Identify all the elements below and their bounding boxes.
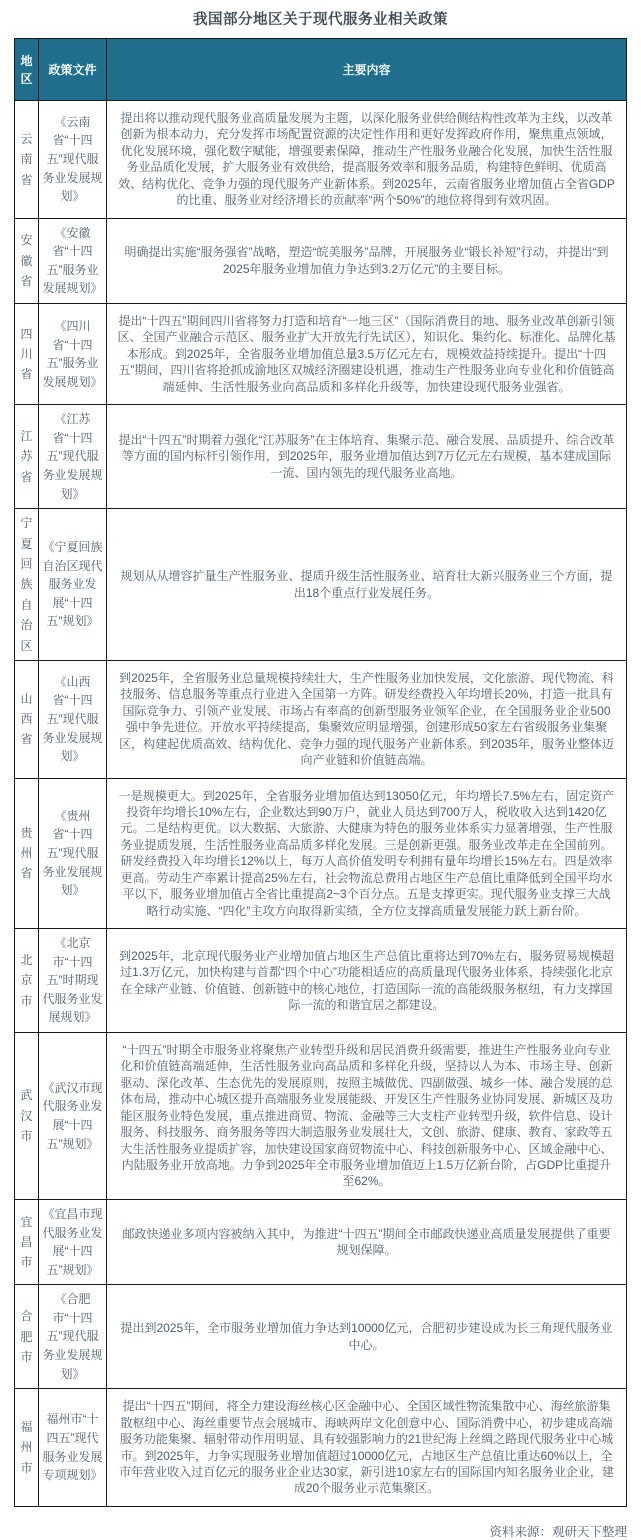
table-row (15, 218, 627, 303)
region-cell: 江苏省 (15, 405, 39, 509)
region-cell: 宜昌市 (15, 1199, 39, 1284)
policy-cell: 《合肥市“十四五”现代服务业发展规划》 (39, 1285, 107, 1389)
region-cell: 武汉市 (15, 1032, 39, 1199)
table-header (15, 39, 627, 101)
policy-cell: 福州市“十四五”现代服务业发展专项规划》 (39, 1389, 107, 1507)
header-row (15, 39, 627, 101)
policy-cell: 《四川省“十四五”服务业发展规划》 (39, 304, 107, 405)
policy-cell: 《云南省“十四五”现代服务业发展规划》 (39, 101, 107, 219)
content-cell: 一是规模更大。到2025年，全省服务业增加值达到13050亿元，年均增长7.5%左右，固定资产投资年均增长10%左右，企业数达到90万户，就业人员达到700万人，税收收入达到1420亿元。二是结构更优。以大数据、大旅游、大健康为特色的服务业体系实力显著增强，生产性服务业提质发展，生活性服务业高品质多样化发展。三是创新更强。服务业改革走在全国前列。研发经费投入年均增长12%以上，每万人高价值发明专利拥有量年均增长15%左右。四是效率更高。劳动生产率累计提高25%左右，社会物流总费用占地区生产总值比重降低到全国平均水平以下，服务业增加值占全省比重提高2~3个百分点。五是支撑更实。现代服务业支撑三大战略行动实施、“四化”主攻方向取得新实绩，全方位支撑高质量发展能力跃上新台阶。 (107, 778, 627, 929)
region-cell: 云南省 (15, 101, 39, 219)
content-cell: 提出“十四五”时期着力强化“江苏服务”在主体培育、集聚示范、融合发展、品质提升、综合改革等方面的国内标杆引领作用，到2025年，服务业增加值达到7万亿元左右规模，基本建成国际一流、国内领先的现代服务业高地。 (107, 405, 627, 509)
policy-cell: 《贵州省“十四五”现代服务业发展规划》 (39, 778, 107, 929)
content-cell: 到2025年，北京现代服务业产业增加值占地区生产总值比重将达到70%左右，服务贸易规模超过1.3万亿元，加快构建与首都“四个中心”功能相适应的高质量现代服务业体系，持续强化北京在全球产业链、价值链、创新链中的核心地位，打造国际一流的高能级服务枢纽，有力支撑国际一流的和谐宜居之都建设。 (107, 929, 627, 1033)
content-cell: 邮政快递业多项内容被纳入其中，为推进“十四五”期间全市邮政快递业高质量发展提供了重要规划保障。 (107, 1199, 627, 1284)
content-cell: 提出将以推动现代服务业高质量发展为主题，以深化服务业供给侧结构性改革为主线，以改革创新为根本动力，充分发挥市场配置资源的决定性作用和更好发挥政府作用，聚焦重点领域，优化发展环境，强化数字赋能，增强要素保障，推动生产性服务业融合化发展，加快生活性服务业品质化发展，扩大服务业有效供给，提高服务效率和服务品质，构建特色鲜明、优质高效、结构优化、竞争力强的现代服务产业新体系。到2025年，云南省服务业增加值占全省GDP的比重、服务业对经济增长的贡献率“两个50%”的地位将得到有效巩固。 (107, 101, 627, 219)
region-cell: 合肥市 (15, 1285, 39, 1389)
header-region: 地区 (15, 39, 39, 101)
header-content: 主要内容 (107, 39, 627, 101)
region-cell: 四川省 (15, 304, 39, 405)
content-cell: 到2025年，全省服务业总量规模持续壮大，生产性服务业加快发展，文化旅游、现代物流、科技服务、信息服务等重点行业进入全国第一方阵。研发经费投入年均增长20%，打造一批具有国际竞争力、引领产业发展、市场占有率高的创新型服务业领军企业，在全国服务业企业500强中争先进位。开放水平持续提高，集聚效应明显增强，创建形成50家左右省级服务业集聚区，构建起优质高效、结构优化、竞争力强的现代服务产业新体系。到2035年，服务业整体迈向产业链和价值链高端。 (107, 660, 627, 778)
region-cell: 山西省 (15, 660, 39, 778)
table-row (15, 405, 627, 509)
table-row (15, 778, 627, 929)
table-row (15, 1032, 627, 1199)
table-row (15, 1285, 627, 1389)
source-note: 资料来源：观研天下整理 (489, 1524, 627, 1539)
content-cell: 明确提出实施“服务强省”战略，塑造“皖美服务”品牌，开展服务业“锻长补短”行动，并提出“到2025年服务业增加值力争达到3.2万亿元”的主要目标。 (107, 218, 627, 303)
policy-cell: 《宁夏回族自治区现代服务业发展“十四五”规划》 (39, 509, 107, 661)
table-row (15, 660, 627, 778)
table-row (15, 929, 627, 1033)
content-cell: “十四五”时期全市服务业将聚焦产业转型升级和居民消费升级需要，推进生产性服务业向专业化和价值链高端延伸，生活性服务业向高品质和多样化升级，坚持以人为本、市场主导、创新驱动、深化改革、生态优先的发展原则，按照主城做优、四副做强、城乡一体、融合发展的总体布局，推动中心城区提升高端服务业发展能级、开发区生产性服务业协同发展、新城区及功能区服务业特色发展，重点推进商贸、物流、金融等三大支柱产业转型升级，软件信息、设计服务、科技服务、商务服务等四大制造服务业发展壮大，文创、旅游、健康、教育、家政等五大生活性服务业提质扩容，加快建设国家商贸物流中心、科技创新服务中心、区域金融中心、内陆服务业开放高地。力争到2025年全市服务业增加值迈上1.5万亿新台阶，占GDP比重提升至62%。 (107, 1032, 627, 1199)
content-cell: 规划从从增容扩量生产性服务业、提质升级生活性服务业、培育壮大新兴服务业三个方面，提出18个重点行业发展任务。 (107, 509, 627, 661)
policies-table (14, 38, 627, 1507)
region-cell: 宁夏回族自治区 (15, 509, 39, 661)
table-body (15, 101, 627, 1507)
content-cell: 提出“十四五”期间四川省将努力打造和培育“一地三区”（国际消费目的地、服务业改革创新引领区、全国产业融合示范区、服务业扩大开放先行先试区），知识化、集约化、标准化、品牌化基本形成。到2025年，全省服务业增加值总量3.5万亿元左右，规模效益持续提升。提出“十四五”期间，四川省将抢抓成渝地区双城经济圈建设机遇，推动生产性服务业向专业化和价值链高端延伸、生活性服务业向高品质和多样化升级等，加快建设现代服务业强省。 (107, 304, 627, 405)
table-row (15, 1199, 627, 1284)
policy-cell: 《江苏省“十四五”现代服务业发展规划》 (39, 405, 107, 509)
table-row (15, 101, 627, 219)
header-policy: 政策文件 (39, 39, 107, 101)
policy-cell: 《山西省“十四五”现代服务业发展规划》 (39, 660, 107, 778)
policy-cell: 《安徽省“十四五”服务业发展规划》 (39, 218, 107, 303)
table-row (15, 509, 627, 661)
policy-cell: 《北京市“十四五”时期现代服务业发展规划》 (39, 929, 107, 1033)
content-cell: 提出到2025年，全市服务业增加值力争达到10000亿元，合肥初步建设成为长三角现代服务业中心。 (107, 1285, 627, 1389)
table-row (15, 1389, 627, 1507)
policy-cell: 《宜昌市现代服务业发展“十四五”规划》 (39, 1199, 107, 1284)
region-cell: 贵州省 (15, 778, 39, 929)
content-cell: 提出“十四五”期间，将全力建设海丝核心区金融中心、全国区域性物流集散中心、海丝旅游集散枢纽中心、海丝重要节点会展城市、海峡两岸文化创意中心、国际消费中心，初步建成高端服务功能集聚、辐射带动作用明显、具有较强影响力的21世纪海上丝绸之路现代服务业中心城市。到2025年，力争实现服务业增加值超过10000亿元，占地区生产总值比重达60%以上，全市年营业收入过百亿元的服务业企业达30家，新引进10家左右的国际国内知名服务业企业，建成20个服务业示范集聚区。 (107, 1389, 627, 1507)
table-row (15, 304, 627, 405)
region-cell: 安徽省 (15, 218, 39, 303)
page-title: 我国部分地区关于现代服务业相关政策 (193, 12, 448, 28)
region-cell: 福州市 (15, 1389, 39, 1507)
policy-cell: 《武汉市现代服务业发展“十四五”规划》 (39, 1032, 107, 1199)
region-cell: 北京市 (15, 929, 39, 1033)
